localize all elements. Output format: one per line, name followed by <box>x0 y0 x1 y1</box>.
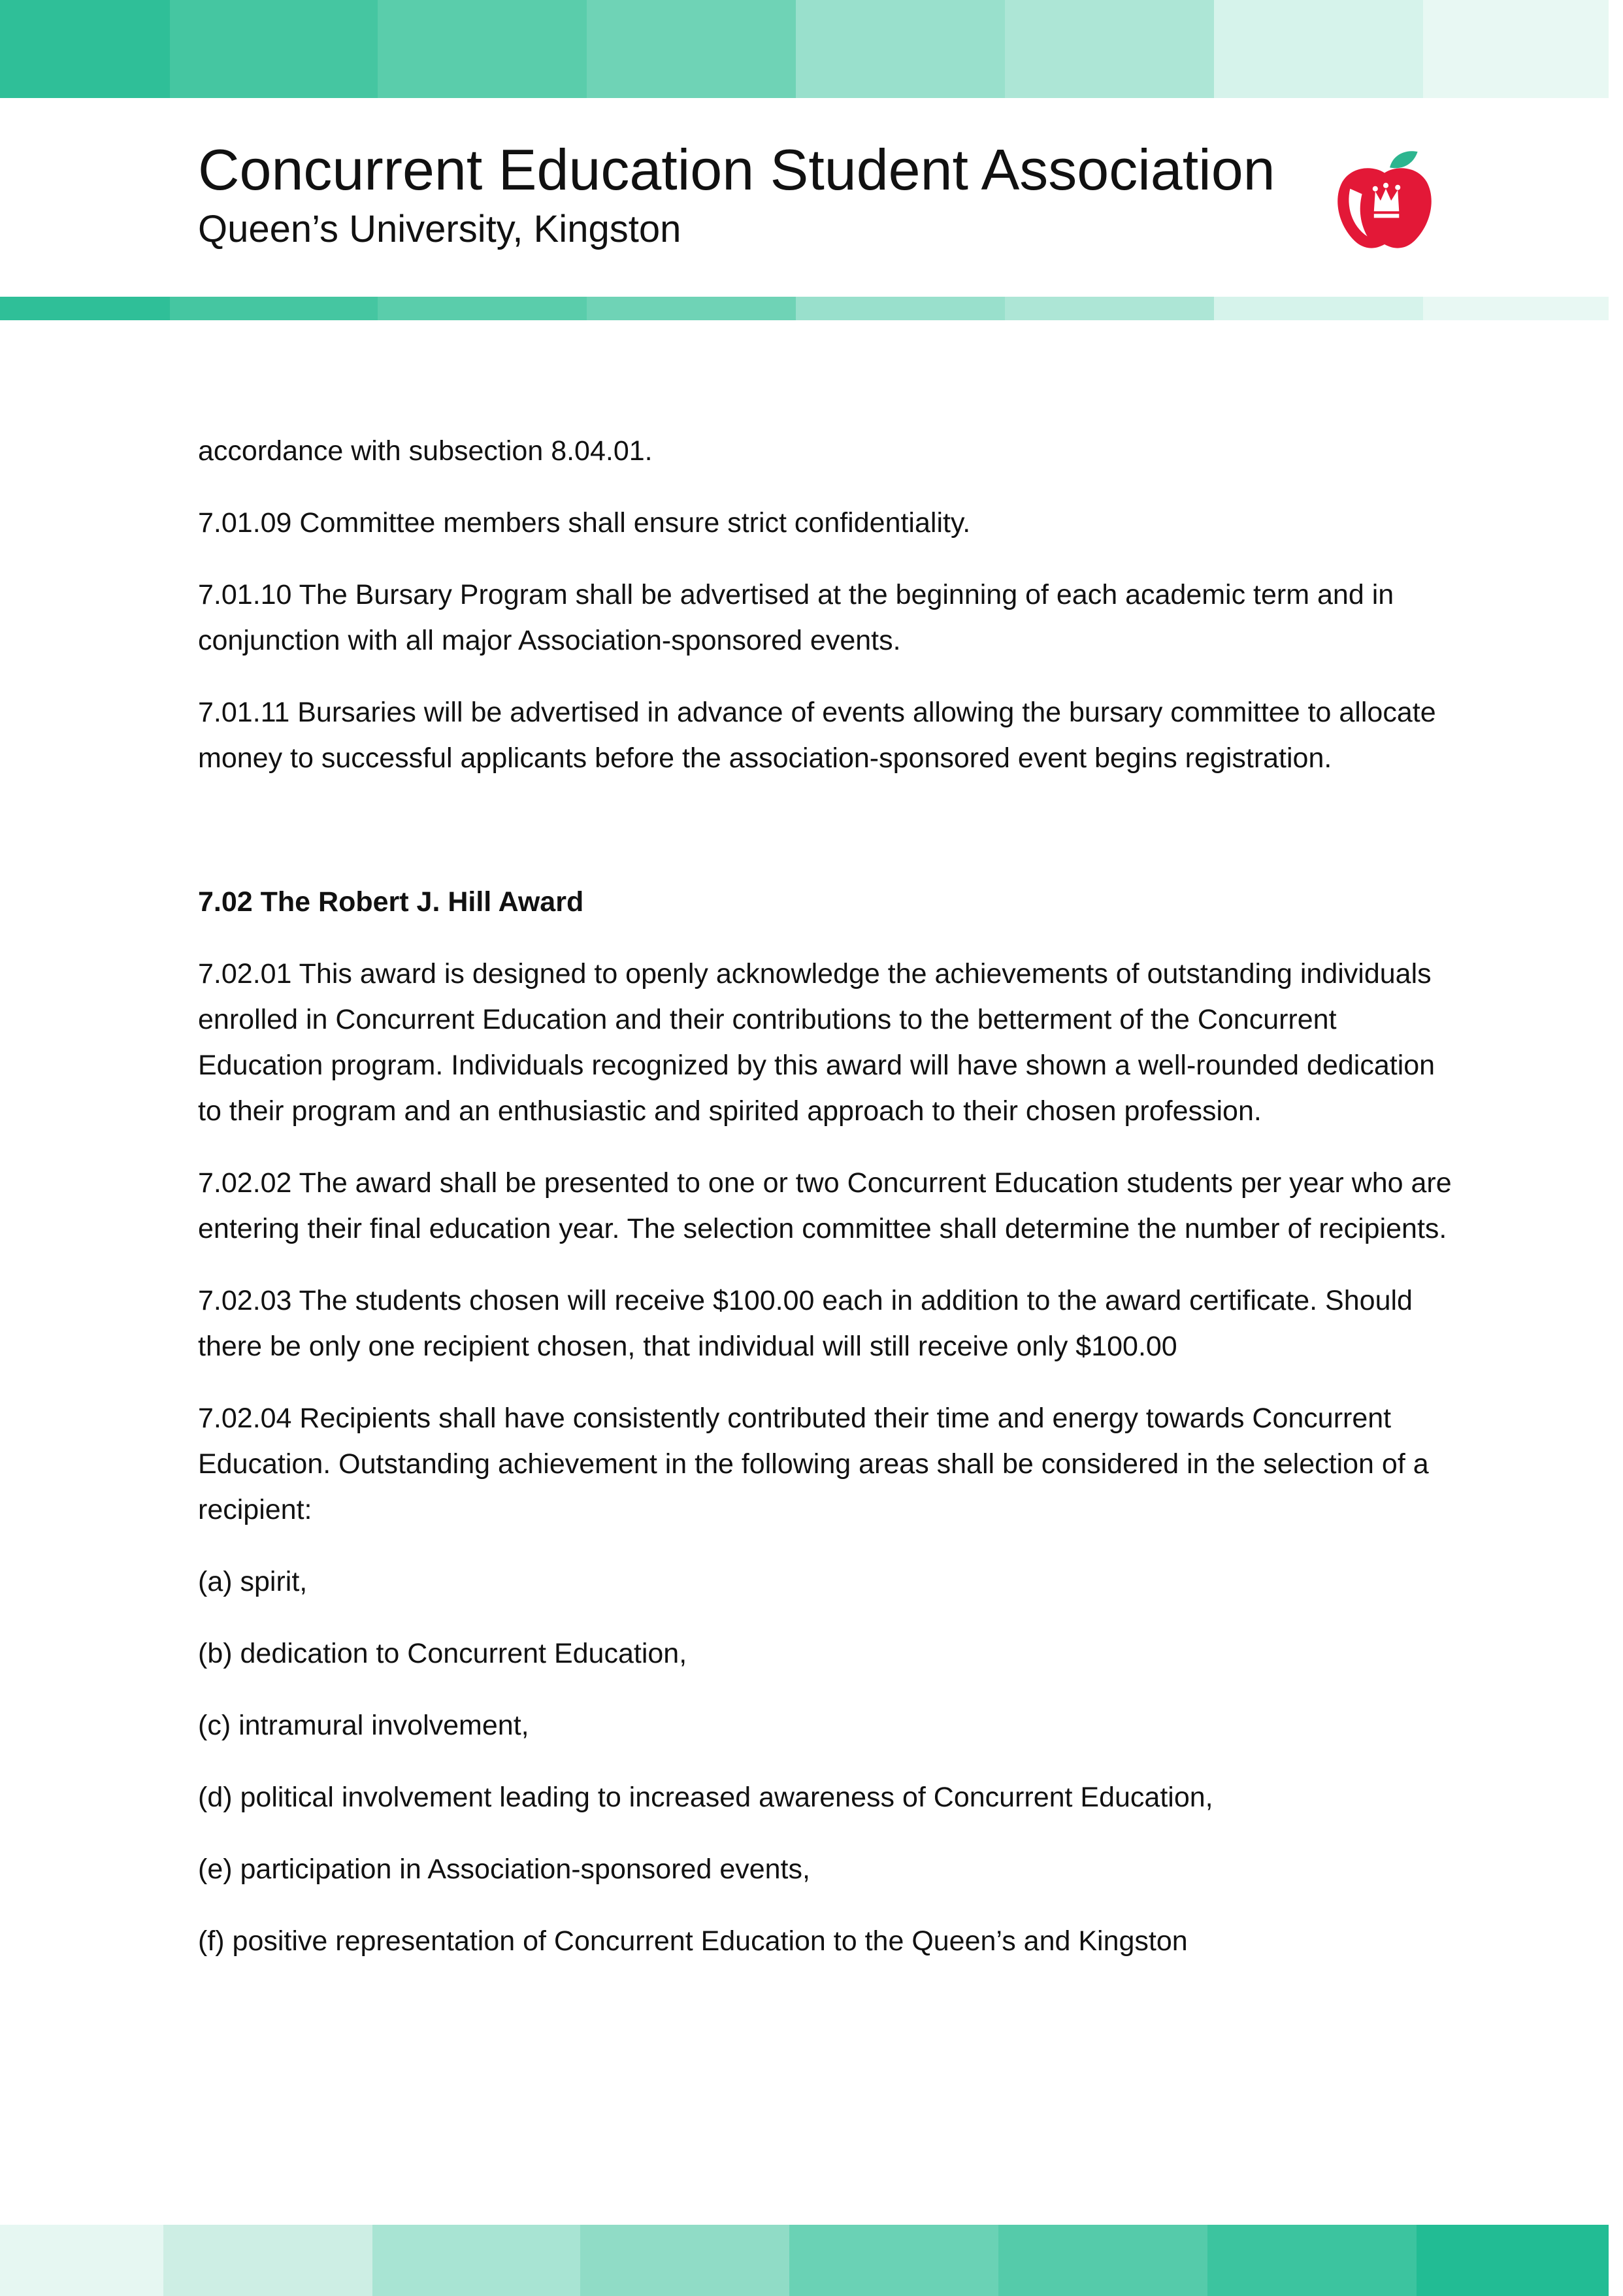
paragraph: accordance with subsection 8.04.01. <box>198 435 653 467</box>
list-item: (f) positive representation of Concurrent Education to the Queen’s and Kingston <box>198 1925 1188 1957</box>
list-item: (a) spirit, <box>198 1566 308 1597</box>
band-segment <box>796 0 1005 98</box>
header-title: Concurrent Education Student Association <box>198 137 1275 202</box>
band-segment <box>170 297 378 320</box>
band-segment <box>587 0 796 98</box>
band-segment <box>163 2225 372 2296</box>
top-color-band <box>0 0 1609 98</box>
band-segment <box>0 2225 163 2296</box>
band-segment <box>1214 297 1423 320</box>
red-apple-crown-icon <box>1332 148 1437 254</box>
band-segment <box>1207 2225 1417 2296</box>
list-item: (c) intramural involvement, <box>198 1710 529 1741</box>
band-segment <box>378 297 587 320</box>
band-segment <box>789 2225 998 2296</box>
band-segment <box>378 0 587 98</box>
section-heading: 7.02 The Robert J. Hill Award <box>198 886 584 918</box>
bottom-color-band <box>0 2225 1609 2296</box>
list-item: (e) participation in Association-sponsored events, <box>198 1854 810 1885</box>
band-segment <box>372 2225 580 2296</box>
header-subtitle: Queen’s University, Kingston <box>198 208 681 250</box>
section-spacer <box>198 807 1459 879</box>
paragraph: 7.02.02 The award shall be presented to one or two Concurrent Education students per year who are entering their final education year. The selection committee shall determine the number of recipients. <box>198 1167 1452 1244</box>
band-segment <box>1423 297 1609 320</box>
paragraph: 7.02.01 This award is designed to openly acknowledge the achievements of outstanding individuals enrolled in Concurrent Education and their contributions to the betterment of the Concurrent Education program. Individuals recognized by this award will have shown a well-rounded dedication to their program and an enthusiastic and spirited approach to their chosen profession. <box>198 958 1435 1127</box>
band-segment <box>170 0 378 98</box>
band-segment <box>1417 2225 1609 2296</box>
band-segment <box>580 2225 789 2296</box>
header-divider-band <box>0 297 1609 320</box>
paragraph: 7.01.11 Bursaries will be advertised in advance of events allowing the bursary committee to allocate money to successful applicants before the association-sponsored event begins registration. <box>198 697 1436 774</box>
band-segment <box>587 297 796 320</box>
band-segment <box>0 0 170 98</box>
band-segment <box>0 297 170 320</box>
band-segment <box>1214 0 1423 98</box>
band-segment <box>1423 0 1609 98</box>
band-segment <box>998 2225 1207 2296</box>
list-item: (b) dedication to Concurrent Education, <box>198 1638 687 1669</box>
document-body <box>198 428 1459 1990</box>
paragraph: 7.01.10 The Bursary Program shall be advertised at the beginning of each academic term and in conjunction with all major Association-sponsored events. <box>198 579 1394 656</box>
band-segment <box>1005 297 1214 320</box>
paragraph: 7.01.09 Committee members shall ensure strict confidentiality. <box>198 507 971 539</box>
paragraph: 7.02.04 Recipients shall have consistently contributed their time and energy towards Concurrent Education. Outstanding achievement in the following areas shall be considered in the selection of a recipient: <box>198 1403 1429 1525</box>
band-segment <box>1005 0 1214 98</box>
band-segment <box>796 297 1005 320</box>
paragraph: 7.02.03 The students chosen will receive $100.00 each in addition to the award certificate. Should there be only one recipient chosen, that individual will still receive only $100.00 <box>198 1285 1413 1362</box>
list-item: (d) political involvement leading to increased awareness of Concurrent Education, <box>198 1782 1213 1813</box>
